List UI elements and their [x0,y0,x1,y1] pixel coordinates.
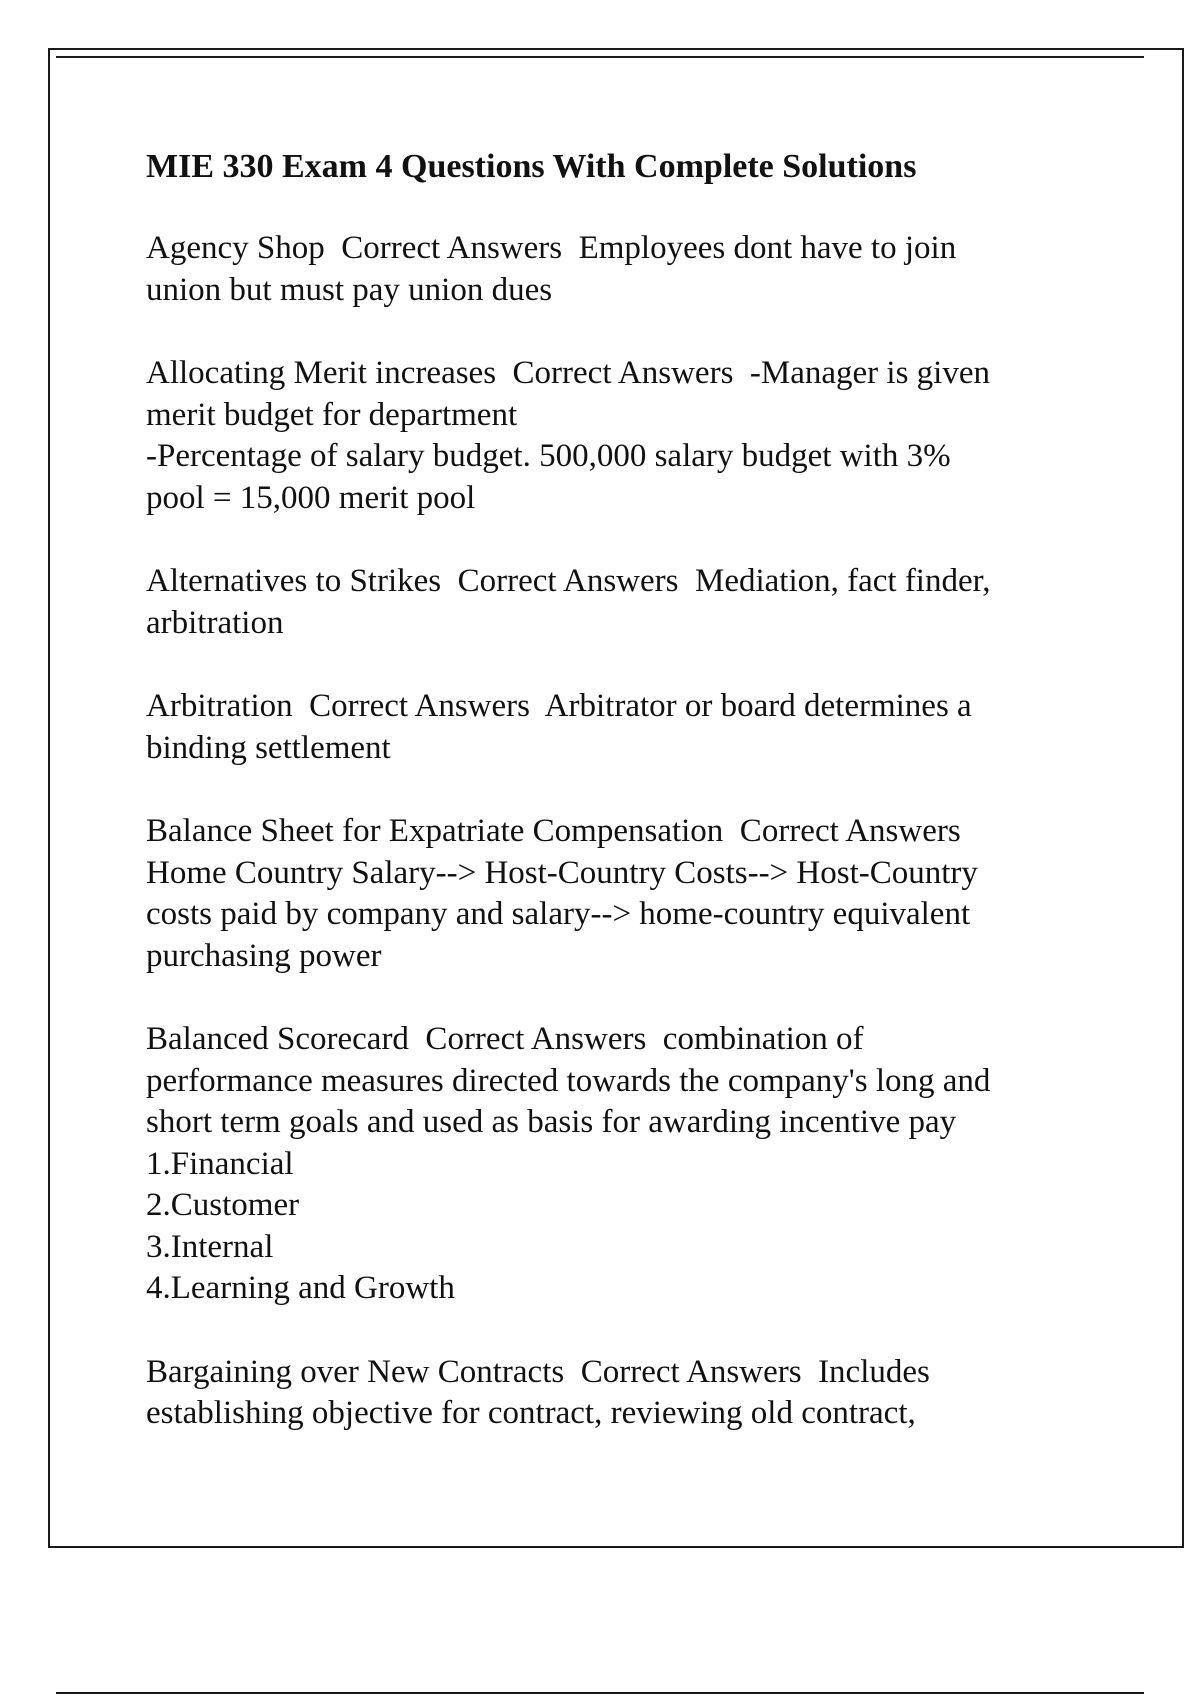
entry-allocating-merit [146,353,1086,519]
entry-line: arbitration [146,604,284,641]
entry-line: purchasing power [146,937,382,974]
entry-line: short term goals and used as basis for awarding incentive pay [146,1104,957,1140]
entry-line: 3.Internal [146,1228,274,1265]
entry-balance-sheet [146,811,1086,977]
entry-line: costs paid by company and salary--> home-country equivalent [146,896,971,932]
entry-line: establishing objective for contract, reviewing old contract, [146,1395,916,1431]
document-body [146,146,1086,1477]
entry-line: Agency Shop Correct Answers Employees dont have to join [146,230,957,266]
footer-rule [56,1692,1144,1694]
entry-line: Bargaining over New Contracts Correct Answers Includes [146,1353,930,1390]
entry-line: binding settlement [146,729,391,766]
entry-line: Balanced Scorecard Correct Answers combination of [146,1021,864,1057]
entry-line: Alternatives to Strikes Correct Answers Mediation, fact finder, [146,563,991,599]
entry-line: -Percentage of salary budget. 500,000 salary budget with 3% [146,438,951,474]
entry-line: Allocating Merit increases Correct Answers -Manager is given [146,355,990,391]
entry-balanced-scorecard [146,1019,1086,1310]
entry-line: union but must pay union dues [146,271,553,308]
page-title: MIE 330 Exam 4 Questions With Complete Solutions [146,148,917,185]
entry-line: Arbitration Correct Answers Arbitrator or board determines a [146,688,972,724]
entry-line: 2.Customer [146,1187,300,1223]
header-rule [56,56,1144,58]
entry-line: pool = 15,000 merit pool [146,479,476,516]
entry-line: 4.Learning and Growth [146,1270,455,1306]
entry-bargaining-new-contracts [146,1352,1086,1435]
entry-line: Balance Sheet for Expatriate Compensation Correct Answers [146,813,961,849]
entry-arbitration [146,686,1086,769]
entry-line: 1.Financial [146,1145,294,1182]
entry-line: performance measures directed towards the company's long and [146,1062,991,1099]
entry-alternatives-to-strikes [146,561,1086,644]
entry-line: merit budget for department [146,396,518,433]
entry-agency-shop [146,228,1086,311]
entry-line: Home Country Salary--> Host-Country Costs--> Host-Country [146,854,978,891]
